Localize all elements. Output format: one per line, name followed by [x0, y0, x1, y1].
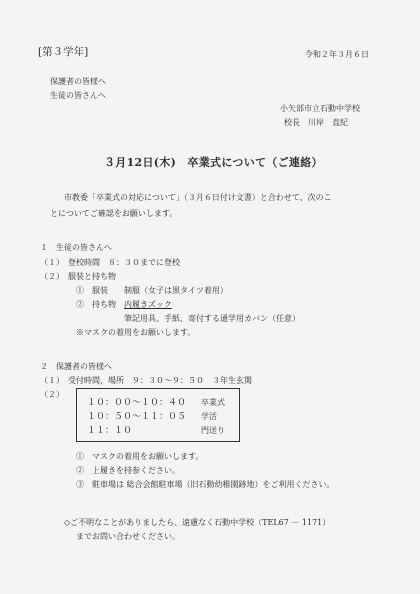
schedule-time-1: １０：００～１０：４０	[87, 398, 187, 408]
intro-line-2: とについてご確認をお願いします。	[50, 209, 178, 218]
page-title: ３月12日(木) 卒業式について（ご連絡）	[104, 156, 323, 169]
belongings-item	[76, 299, 172, 310]
clothing-item: ① 服装 制服（女子は黒タイツ着用）	[76, 286, 228, 295]
principal-name: 校長 川岸 直紀	[284, 118, 348, 127]
schedule-time-3: １１：１０	[87, 426, 133, 436]
contact-line-2: までお問い合わせください。	[76, 532, 180, 541]
guardian-note-shoes: ② 上履きを持参ください。	[76, 466, 180, 475]
belongings-more: 筆記用具、手紙、寄付する通学用カバン（任意）	[124, 314, 300, 323]
contact-line-1: ◇ご不明なことがありましたら、遠慮なく石動中学校（TEL67 － 1171）	[64, 518, 331, 527]
section-2-heading: ２ 保護者の皆様へ	[40, 362, 112, 371]
grade-tag: [第３学年]	[38, 46, 89, 58]
intro-line-1: 市教委「卒業式の対応について」（３月６日付け文書）と合わせて、次のこ	[64, 193, 332, 202]
schedule-event-3: 門送り	[201, 426, 225, 435]
issue-date: 令和２年３月６日	[305, 50, 369, 59]
schedule-label: （２）	[40, 390, 64, 399]
reception-info: （１） 受付時間，場所 ９：３０～９：５０ ３年生玄関	[40, 376, 252, 385]
guardian-note-parking: ③ 駐車場は 総合会館駐車場（旧石動幼稚園跡地）をご利用ください。	[76, 480, 335, 489]
schedule-event-2: 学活	[201, 412, 217, 421]
clothing-heading: （２） 服装と持ち物	[40, 272, 116, 281]
guardian-note-mask: ① マスクの着用をお願いします。	[76, 452, 204, 461]
addressee-students: 生徒の皆さんへ	[50, 91, 106, 100]
schedule-box	[76, 388, 240, 442]
belongings-label: ② 持ち物	[76, 300, 124, 309]
schedule-event-1: 卒業式	[201, 398, 225, 407]
addressee-guardians: 保護者の皆様へ	[50, 77, 106, 86]
section-1-heading: １ 生徒の皆さんへ	[40, 243, 112, 252]
school-name: 小矢部市立石動中学校	[280, 104, 360, 113]
arrival-time: （１） 登校時間 ８：３０までに登校	[40, 258, 180, 267]
schedule-time-2: １０：５０～１１：０５	[87, 412, 187, 422]
indoor-shoes: 内履きズック	[124, 300, 172, 309]
mask-note: ※マスクの着用をお願いします。	[76, 328, 196, 337]
